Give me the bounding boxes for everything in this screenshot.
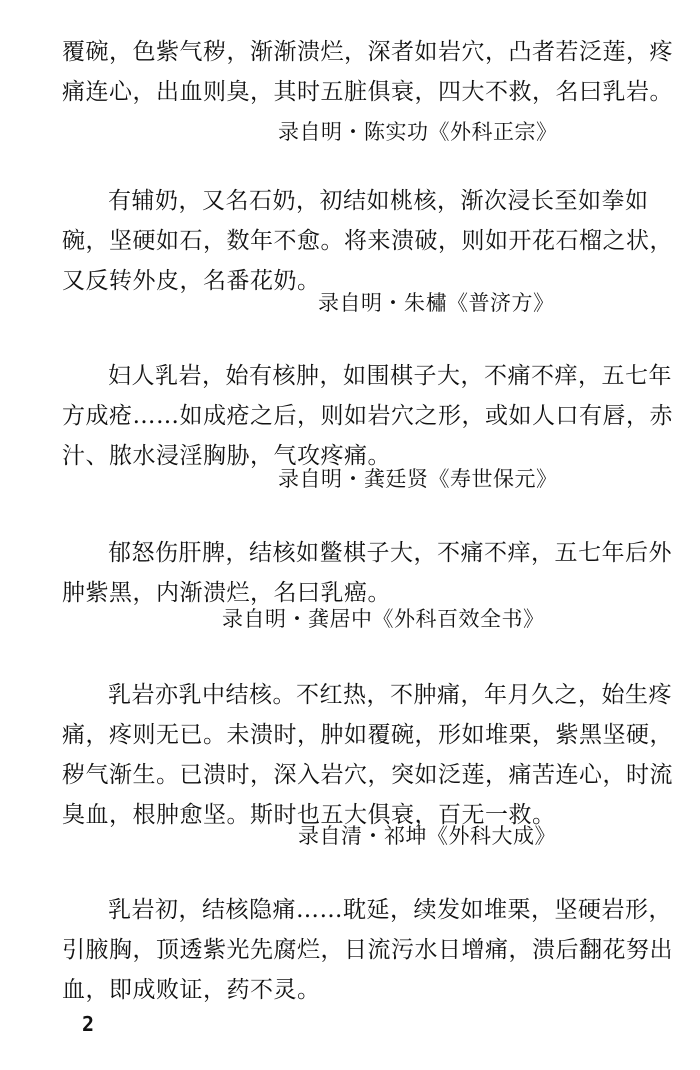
- citation-4: 录自明・龚居中《外科百效全书》: [222, 607, 545, 631]
- text-line: 肿紫黑，内渐溃烂，名曰乳癌。: [62, 580, 391, 606]
- text-line: 秽气渐生。已溃时，深入岩穴，突如泛莲，痛苦连心，时流: [62, 762, 673, 788]
- text-line: 乳岩初，结核隐痛……耽延，续发如堆栗，坚硬岩形，: [108, 897, 672, 923]
- text-line: 引腋胸，顶透紫光先腐烂，日流污水日增痛，溃后翻花努出: [62, 937, 673, 963]
- entry-paragraph-2: [62, 181, 682, 301]
- citation-3: 录自明・龚廷贤《寿世保元》: [278, 467, 558, 491]
- text-line: 臭血，根肿愈坚。斯时也五大俱衰，百无一救。: [62, 802, 556, 828]
- text-line: 妇人乳岩，始有核肿，如围棋子大，不痛不痒，五七年: [108, 363, 672, 389]
- text-line: 碗，坚硬如石，数年不愈。将来溃破，则如开花石榴之状，: [62, 228, 673, 254]
- citation-1: 录自明・陈实功《外科正宗》: [278, 120, 558, 144]
- entry-paragraph-3: [62, 356, 682, 476]
- entry-paragraph-6: [62, 890, 682, 1010]
- page-number: 2: [82, 1012, 95, 1036]
- text-line: 汁、脓水浸淫胸胁，气攻疼痛。: [62, 443, 391, 469]
- text-line: 覆碗，色紫气秽，渐渐溃烂，深者如岩穴，凸者若泛莲，疼: [62, 39, 673, 65]
- text-line: 痛，疼则无已。未溃时，肿如覆碗，形如堆栗，紫黑坚硬，: [62, 722, 673, 748]
- text-line: 有辅奶，又名石奶，初结如桃核，渐次浸长至如拳如: [108, 188, 649, 214]
- entry-paragraph-4: [62, 533, 682, 613]
- citation-2: 录自明・朱橚《普济方》: [318, 291, 555, 315]
- text-line: 乳岩亦乳中结核。不红热，不肿痛，年月久之，始生疼: [108, 682, 672, 708]
- citation-5: 录自清・祁坤《外科大成》: [298, 824, 556, 848]
- text-line: 又反转外皮，名番花奶。: [62, 268, 321, 294]
- text-line: 方成疮……如成疮之后，则如岩穴之形，或如人口有唇，赤: [62, 403, 673, 429]
- entry-paragraph-1: [62, 32, 682, 112]
- text-line: 郁怒伤肝脾，结核如鳖棋子大，不痛不痒，五七年后外: [108, 540, 672, 566]
- text-line: 痛连心，出血则臭，其时五脏俱衰，四大不救，名曰乳岩。: [62, 79, 673, 105]
- text-line: 血，即成败证，药不灵。: [62, 977, 321, 1003]
- entry-paragraph-5: [62, 675, 682, 835]
